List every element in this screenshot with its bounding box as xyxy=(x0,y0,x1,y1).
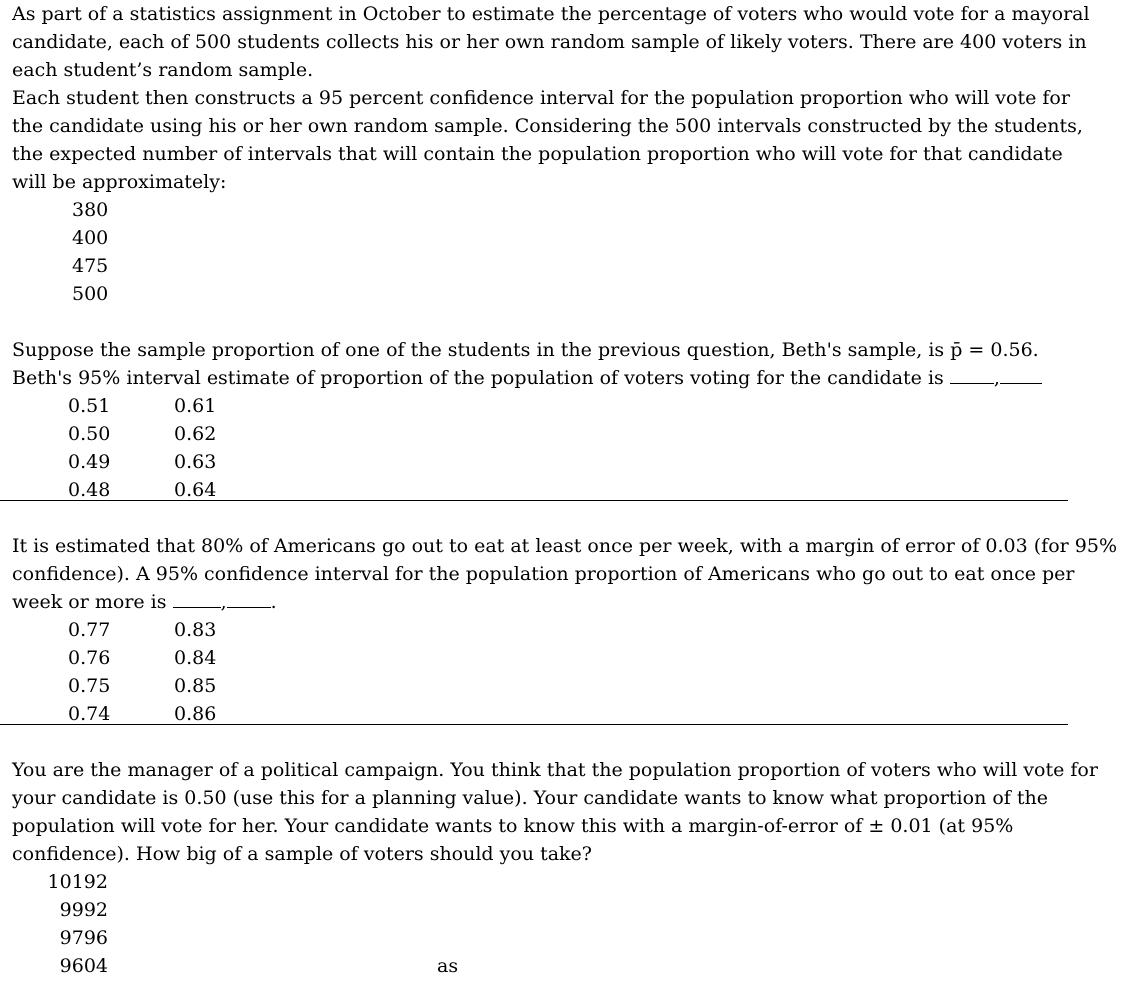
q2-option-a-high[interactable]: 0.61 xyxy=(174,395,217,417)
q3-option-d-high[interactable]: 0.86 xyxy=(174,703,217,725)
question-line: As part of a statistics assignment in October to estimate the percentage of voters who would vote for a mayoral xyxy=(12,3,1090,25)
q3-option-c-high[interactable]: 0.85 xyxy=(174,675,217,697)
question-line xyxy=(12,364,1072,392)
question-line: confidence). How big of a sample of voters should you take? xyxy=(12,843,592,865)
q3-option-a-high[interactable]: 0.83 xyxy=(174,619,217,641)
q3-option-a-low[interactable]: 0.77 xyxy=(68,619,111,641)
q3-option-d-low[interactable]: 0.74 xyxy=(68,703,111,725)
q3-option-b-low[interactable]: 0.76 xyxy=(68,647,111,669)
period: . xyxy=(270,591,277,613)
question-1-text xyxy=(12,0,1090,196)
q1-option-d[interactable]: 500 xyxy=(72,283,109,305)
question-2-text xyxy=(12,336,1072,392)
q2-option-d-high[interactable]: 0.64 xyxy=(174,479,217,501)
question-line: population will vote for her. Your candidate wants to know this with a margin-of-error of ± 0.01 (at 95% xyxy=(12,815,1014,837)
question-line-text: week or more is xyxy=(12,591,167,613)
q2-option-b-high[interactable]: 0.62 xyxy=(174,423,217,445)
question-line: Suppose the sample proportion of one of the students in the previous question, Beth's sample, is p̄ = 0.56. xyxy=(12,339,1039,361)
q1-option-a[interactable]: 380 xyxy=(72,199,109,221)
section-divider xyxy=(0,724,1068,725)
question-3-text xyxy=(12,532,1118,616)
q3-option-b-high[interactable]: 0.84 xyxy=(174,647,217,669)
question-4-text xyxy=(12,756,1098,868)
q2-option-d-low[interactable]: 0.48 xyxy=(68,479,111,501)
answer-blank xyxy=(227,589,271,608)
q2-option-c-low[interactable]: 0.49 xyxy=(68,451,111,473)
question-line: confidence). A 95% confidence interval for the population proportion of Americans who go out to eat once per xyxy=(12,563,1075,585)
section-divider xyxy=(0,500,1068,501)
stray-text: as xyxy=(437,955,459,977)
q2-option-c-high[interactable]: 0.63 xyxy=(174,451,217,473)
question-line: candidate, each of 500 students collects his or her own random sample of likely voters. There are 400 voters in xyxy=(12,31,1087,53)
q1-option-b[interactable]: 400 xyxy=(72,227,109,249)
question-line: will be approximately: xyxy=(12,171,227,193)
q4-option-d[interactable]: 9604 xyxy=(59,955,108,977)
answer-blank xyxy=(1000,365,1042,384)
question-line: the candidate using his or her own random sample. Considering the 500 intervals constructed by the students, xyxy=(12,115,1083,137)
question-line: each student’s random sample. xyxy=(12,59,314,81)
q4-option-b[interactable]: 9992 xyxy=(59,899,108,921)
q4-option-a[interactable]: 10192 xyxy=(47,871,108,893)
answer-blank xyxy=(950,365,994,384)
q3-option-c-low[interactable]: 0.75 xyxy=(68,675,111,697)
question-line: You are the manager of a political campaign. You think that the population proportion of voters who will vote for xyxy=(12,759,1098,781)
comma: , xyxy=(993,367,1000,389)
q1-option-c[interactable]: 475 xyxy=(72,255,109,277)
answer-blank xyxy=(173,589,221,608)
question-line xyxy=(12,588,1072,616)
question-line: It is estimated that 80% of Americans go out to eat at least once per week, with a margin of error of 0.03 (for 95% xyxy=(12,535,1118,557)
question-line: Each student then constructs a 95 percent confidence interval for the population proportion who will vote for xyxy=(12,87,1070,109)
question-line: the expected number of intervals that will contain the population proportion who will vote for that candidate xyxy=(12,143,1063,165)
comma: , xyxy=(220,591,227,613)
q4-option-c[interactable]: 9796 xyxy=(59,927,108,949)
q2-option-b-low[interactable]: 0.50 xyxy=(68,423,111,445)
question-line: your candidate is 0.50 (use this for a planning value). Your candidate wants to know what proportion of the xyxy=(12,787,1048,809)
question-line-text: Beth's 95% interval estimate of proportion of the population of voters voting for the candidate is xyxy=(12,367,944,389)
q2-option-a-low[interactable]: 0.51 xyxy=(68,395,111,417)
